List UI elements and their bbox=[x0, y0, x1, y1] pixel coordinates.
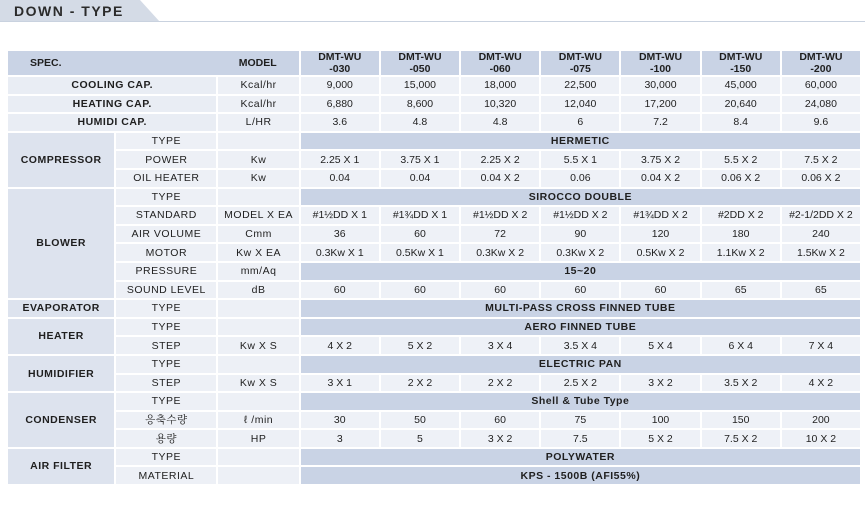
title-underline bbox=[0, 21, 865, 22]
page-title: DOWN - TYPE bbox=[14, 3, 124, 19]
cooling-value: 18,000 bbox=[461, 77, 539, 94]
heater-step-label: STEP bbox=[116, 337, 216, 354]
heater-type-value: AERO FINNED TUBE bbox=[301, 319, 860, 336]
motor-value: 0.3Kw X 1 bbox=[301, 244, 379, 261]
humidifier-step-unit: Kw X S bbox=[218, 375, 298, 392]
condensing-water-unit: ℓ /min bbox=[218, 412, 298, 429]
cooling-row bbox=[8, 77, 860, 94]
condensing-water-value: 100 bbox=[621, 412, 699, 429]
cooling-label: COOLING CAP. bbox=[8, 77, 216, 94]
motor-value: 0.5Kw X 1 bbox=[381, 244, 459, 261]
condensing-water-value: 200 bbox=[782, 412, 860, 429]
oil-heater-unit: Kw bbox=[218, 170, 298, 187]
sound-level-unit: dB bbox=[218, 282, 298, 299]
heater-step-value: 3 X 4 bbox=[461, 337, 539, 354]
heater-type-label: TYPE bbox=[116, 319, 216, 336]
heater-step-value: 5 X 2 bbox=[381, 337, 459, 354]
humidi-label: HUMIDI CAP. bbox=[8, 114, 216, 131]
humidi-value: 4.8 bbox=[381, 114, 459, 131]
blower-standard-row bbox=[8, 207, 860, 224]
capacity-value: 7.5 X 2 bbox=[702, 430, 780, 447]
condensing-water-label: 응축수량 bbox=[116, 412, 216, 429]
air-volume-label: AIR VOLUME bbox=[116, 226, 216, 243]
heater-step-value: 6 X 4 bbox=[702, 337, 780, 354]
blower-type-unit bbox=[218, 189, 298, 206]
air-filter-type-value: POLYWATER bbox=[301, 449, 860, 466]
heating-value: 6,880 bbox=[301, 96, 379, 113]
evaporator-type-unit bbox=[218, 300, 298, 317]
motor-unit: Kw X EA bbox=[218, 244, 298, 261]
condenser-type-label: TYPE bbox=[116, 393, 216, 410]
compressor-power-row bbox=[8, 151, 860, 168]
humidifier-type-label: TYPE bbox=[116, 356, 216, 373]
air-filter-type-label: TYPE bbox=[116, 449, 216, 466]
air-volume-value: 240 bbox=[782, 226, 860, 243]
humidi-value: 8.4 bbox=[702, 114, 780, 131]
humidifier-step-value: 3 X 2 bbox=[621, 375, 699, 392]
material-value: KPS - 1500B (AFI55%) bbox=[301, 467, 860, 484]
humidi-value: 3.6 bbox=[301, 114, 379, 131]
air-volume-value: 90 bbox=[541, 226, 619, 243]
condenser-type-unit bbox=[218, 393, 298, 410]
oil-heater-value: 0.06 X 2 bbox=[782, 170, 860, 187]
standard-unit: MODEL X EA bbox=[218, 207, 298, 224]
heater-type-unit bbox=[218, 319, 298, 336]
cooling-unit: Kcal/hr bbox=[218, 77, 298, 94]
oil-heater-value: 0.04 X 2 bbox=[621, 170, 699, 187]
compressor-power-value: 2.25 X 1 bbox=[301, 151, 379, 168]
humidifier-type-row bbox=[8, 356, 860, 373]
model-060: DMT-WU -060 bbox=[461, 51, 539, 75]
compressor-power-label: POWER bbox=[116, 151, 216, 168]
blower-motor-row bbox=[8, 244, 860, 261]
motor-value: 1.5Kw X 2 bbox=[782, 244, 860, 261]
compressor-type-unit bbox=[218, 133, 298, 150]
motor-value: 0.3Kw X 2 bbox=[541, 244, 619, 261]
compressor-power-value: 2.25 X 2 bbox=[461, 151, 539, 168]
motor-value: 0.3Kw X 2 bbox=[461, 244, 539, 261]
humidi-unit: L/HR bbox=[218, 114, 298, 131]
humidifier-group-label: HUMIDIFIER bbox=[8, 356, 114, 391]
oil-heater-value: 0.04 X 2 bbox=[461, 170, 539, 187]
model-100: DMT-WU -100 bbox=[621, 51, 699, 75]
spec-label: SPEC. bbox=[30, 57, 62, 69]
compressor-power-value: 5.5 X 2 bbox=[702, 151, 780, 168]
compressor-oil-row bbox=[8, 170, 860, 187]
spec-model-header bbox=[8, 51, 299, 75]
heating-value: 24,080 bbox=[782, 96, 860, 113]
capacity-value: 5 X 2 bbox=[621, 430, 699, 447]
model-label: MODEL bbox=[238, 57, 277, 69]
sound-level-value: 60 bbox=[381, 282, 459, 299]
blower-sound-row bbox=[8, 282, 860, 299]
capacity-value: 7.5 bbox=[541, 430, 619, 447]
air-volume-value: 180 bbox=[702, 226, 780, 243]
heating-value: 17,200 bbox=[621, 96, 699, 113]
evaporator-type-value: MULTI-PASS CROSS FINNED TUBE bbox=[301, 300, 860, 317]
humidifier-step-value: 2.5 X 2 bbox=[541, 375, 619, 392]
air-filter-type-row bbox=[8, 449, 860, 466]
evaporator-type-label: TYPE bbox=[116, 300, 216, 317]
pressure-value: 15~20 bbox=[301, 263, 860, 280]
condenser-type-value: Shell & Tube Type bbox=[301, 393, 860, 410]
motor-value: 0.5Kw X 2 bbox=[621, 244, 699, 261]
humidi-value: 9.6 bbox=[782, 114, 860, 131]
standard-value: #2-1/2DD X 2 bbox=[782, 207, 860, 224]
oil-heater-value: 0.06 bbox=[541, 170, 619, 187]
air-filter-material-row bbox=[8, 467, 860, 484]
condensing-water-value: 60 bbox=[461, 412, 539, 429]
heating-unit: Kcal/hr bbox=[218, 96, 298, 113]
sound-level-value: 65 bbox=[702, 282, 780, 299]
condensing-water-value: 150 bbox=[702, 412, 780, 429]
humidifier-step-value: 2 X 2 bbox=[381, 375, 459, 392]
model-header-row bbox=[8, 51, 860, 75]
heating-value: 12,040 bbox=[541, 96, 619, 113]
heater-type-row bbox=[8, 319, 860, 336]
air-volume-value: 60 bbox=[381, 226, 459, 243]
model-150: DMT-WU -150 bbox=[702, 51, 780, 75]
capacity-value: 3 X 2 bbox=[461, 430, 539, 447]
pressure-unit: mm/Aq bbox=[218, 263, 298, 280]
standard-value: #1½DD X 2 bbox=[541, 207, 619, 224]
spec-table bbox=[6, 49, 862, 486]
air-filter-group-label: AIR FILTER bbox=[8, 449, 114, 484]
humidi-value: 6 bbox=[541, 114, 619, 131]
heater-step-value: 7 X 4 bbox=[782, 337, 860, 354]
oil-heater-value: 0.04 bbox=[381, 170, 459, 187]
standard-value: #2DD X 2 bbox=[702, 207, 780, 224]
sound-level-value: 65 bbox=[782, 282, 860, 299]
air-volume-unit: Cmm bbox=[218, 226, 298, 243]
condenser-group-label: CONDENSER bbox=[8, 393, 114, 447]
condensing-water-value: 50 bbox=[381, 412, 459, 429]
humidifier-step-value: 4 X 2 bbox=[782, 375, 860, 392]
air-volume-value: 72 bbox=[461, 226, 539, 243]
cooling-value: 9,000 bbox=[301, 77, 379, 94]
motor-label: MOTOR bbox=[116, 244, 216, 261]
air-volume-value: 36 bbox=[301, 226, 379, 243]
compressor-group-label: COMPRESSOR bbox=[8, 133, 114, 187]
cooling-value: 30,000 bbox=[621, 77, 699, 94]
condensing-water-value: 30 bbox=[301, 412, 379, 429]
capacity-value: 3 bbox=[301, 430, 379, 447]
material-unit bbox=[218, 467, 298, 484]
motor-value: 1.1Kw X 2 bbox=[702, 244, 780, 261]
oil-heater-value: 0.06 X 2 bbox=[702, 170, 780, 187]
heating-value: 10,320 bbox=[461, 96, 539, 113]
sound-level-value: 60 bbox=[461, 282, 539, 299]
compressor-power-value: 7.5 X 2 bbox=[782, 151, 860, 168]
heating-label: HEATING CAP. bbox=[8, 96, 216, 113]
standard-value: #1½DD X 1 bbox=[301, 207, 379, 224]
heater-step-value: 4 X 2 bbox=[301, 337, 379, 354]
capacity-value: 10 X 2 bbox=[782, 430, 860, 447]
compressor-power-value: 3.75 X 1 bbox=[381, 151, 459, 168]
humidifier-type-unit bbox=[218, 356, 298, 373]
capacity-value: 5 bbox=[381, 430, 459, 447]
standard-value: #1¾DD X 1 bbox=[381, 207, 459, 224]
standard-value: #1¾DD X 2 bbox=[621, 207, 699, 224]
air-filter-type-unit bbox=[218, 449, 298, 466]
compressor-power-value: 3.75 X 2 bbox=[621, 151, 699, 168]
evaporator-group-label: EVAPORATOR bbox=[8, 300, 114, 317]
cooling-value: 45,000 bbox=[702, 77, 780, 94]
blower-pressure-row bbox=[8, 263, 860, 280]
compressor-type-row bbox=[8, 133, 860, 150]
air-volume-value: 120 bbox=[621, 226, 699, 243]
humidifier-step-value: 2 X 2 bbox=[461, 375, 539, 392]
cooling-value: 22,500 bbox=[541, 77, 619, 94]
oil-heater-value: 0.04 bbox=[301, 170, 379, 187]
sound-level-value: 60 bbox=[621, 282, 699, 299]
humidifier-step-row bbox=[8, 375, 860, 392]
model-030: DMT-WU -030 bbox=[301, 51, 379, 75]
compressor-power-unit: Kw bbox=[218, 151, 298, 168]
heater-step-value: 3.5 X 4 bbox=[541, 337, 619, 354]
humidifier-step-value: 3 X 1 bbox=[301, 375, 379, 392]
condenser-water-row bbox=[8, 412, 860, 429]
humidi-row bbox=[8, 114, 860, 131]
sound-level-label: SOUND LEVEL bbox=[116, 282, 216, 299]
pressure-label: PRESSURE bbox=[116, 263, 216, 280]
heating-value: 20,640 bbox=[702, 96, 780, 113]
compressor-power-value: 5.5 X 1 bbox=[541, 151, 619, 168]
standard-value: #1½DD X 2 bbox=[461, 207, 539, 224]
blower-type-row bbox=[8, 189, 860, 206]
blower-group-label: BLOWER bbox=[8, 189, 114, 299]
heater-step-value: 5 X 4 bbox=[621, 337, 699, 354]
standard-label: STANDARD bbox=[116, 207, 216, 224]
compressor-type-value: HERMETIC bbox=[301, 133, 860, 150]
heater-step-unit: Kw X S bbox=[218, 337, 298, 354]
humidi-value: 4.8 bbox=[461, 114, 539, 131]
capacity-unit: HP bbox=[218, 430, 298, 447]
humidifier-step-value: 3.5 X 2 bbox=[702, 375, 780, 392]
heating-row bbox=[8, 96, 860, 113]
blower-type-value: SIROCCO DOUBLE bbox=[301, 189, 860, 206]
cooling-value: 15,000 bbox=[381, 77, 459, 94]
humidifier-step-label: STEP bbox=[116, 375, 216, 392]
capacity-label: 용량 bbox=[116, 430, 216, 447]
oil-heater-label: OIL HEATER bbox=[116, 170, 216, 187]
blower-type-label: TYPE bbox=[116, 189, 216, 206]
cooling-value: 60,000 bbox=[782, 77, 860, 94]
heating-value: 8,600 bbox=[381, 96, 459, 113]
evaporator-row bbox=[8, 300, 860, 317]
model-200: DMT-WU -200 bbox=[782, 51, 860, 75]
material-label: MATERIAL bbox=[116, 467, 216, 484]
model-050: DMT-WU -050 bbox=[381, 51, 459, 75]
sound-level-value: 60 bbox=[541, 282, 619, 299]
heater-step-row bbox=[8, 337, 860, 354]
model-075: DMT-WU -075 bbox=[541, 51, 619, 75]
compressor-type-label: TYPE bbox=[116, 133, 216, 150]
sound-level-value: 60 bbox=[301, 282, 379, 299]
condenser-capacity-row bbox=[8, 430, 860, 447]
humidifier-type-value: ELECTRIC PAN bbox=[301, 356, 860, 373]
condenser-type-row bbox=[8, 393, 860, 410]
heater-group-label: HEATER bbox=[8, 319, 114, 354]
condensing-water-value: 75 bbox=[541, 412, 619, 429]
blower-air-row bbox=[8, 226, 860, 243]
humidi-value: 7.2 bbox=[621, 114, 699, 131]
